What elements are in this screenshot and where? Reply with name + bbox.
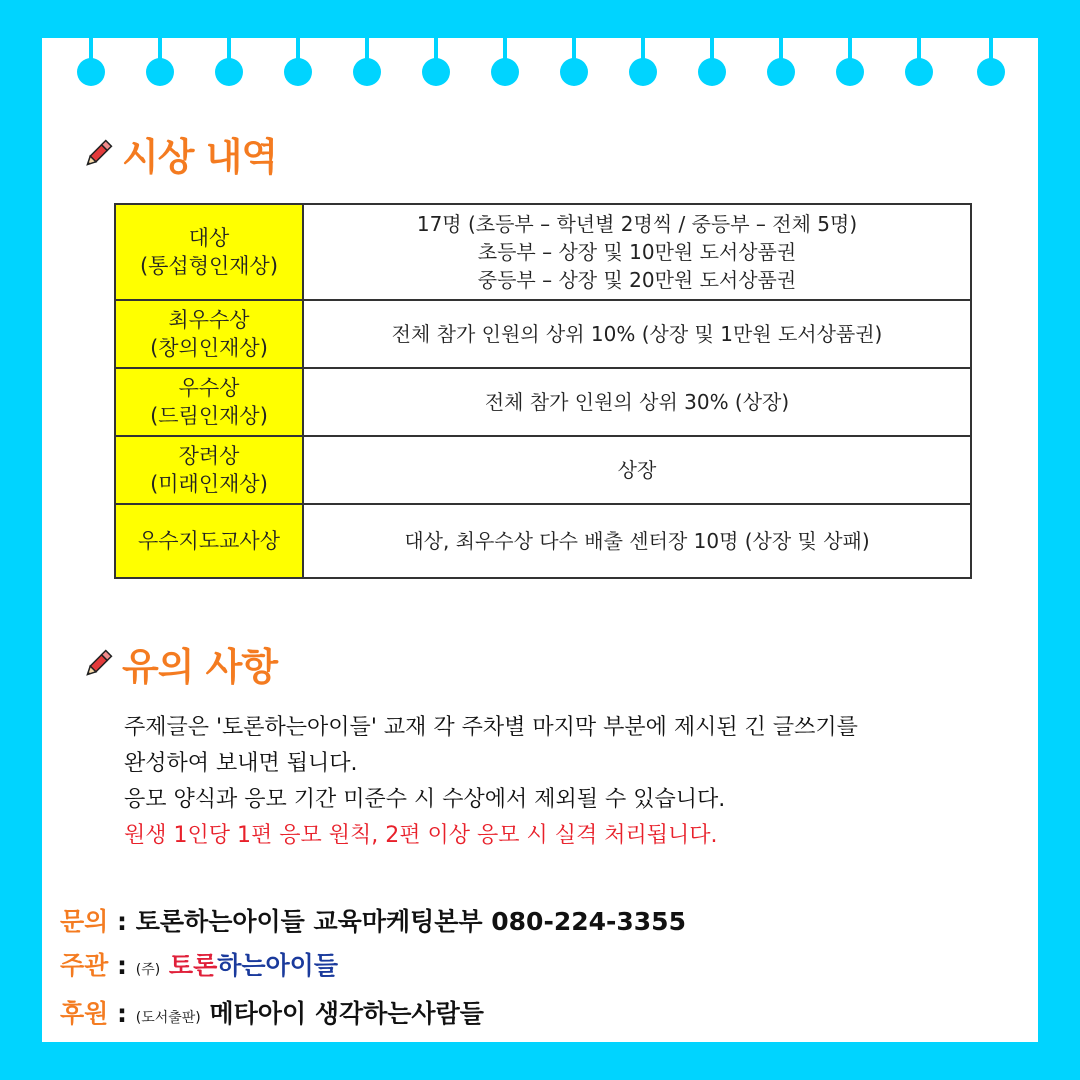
award-row: [115, 368, 971, 436]
binding-ring: [836, 34, 864, 88]
award-subtitle: (미래인재상): [150, 472, 268, 496]
binding-ring: [698, 34, 726, 88]
award-desc-line: 17명 (초등부 – 학년별 2명씩 / 중등부 – 전체 5명): [416, 212, 858, 236]
award-row: [115, 204, 971, 300]
host-row: [60, 944, 686, 992]
note-line: 완성하여 보내면 됩니다.: [124, 751, 358, 776]
award-row: [115, 436, 971, 504]
binding-ring: [977, 34, 1005, 88]
binding-ring: [491, 34, 519, 88]
notes-title: 유의 사항: [122, 645, 278, 689]
award-desc-cell: [303, 300, 971, 368]
awards-title: 시상 내역: [122, 135, 278, 179]
award-name: 최우수상: [168, 308, 250, 332]
separator: :: [117, 999, 128, 1028]
sponsor-prefix: (도서출판): [135, 1010, 201, 1026]
inquiry-row: [60, 900, 686, 944]
pencil-icon: [82, 648, 114, 680]
award-desc-cell: [303, 368, 971, 436]
binding-ring: [767, 34, 795, 88]
separator: :: [117, 907, 128, 936]
host-prefix: (주): [135, 962, 161, 978]
sponsor-label: 후원: [60, 999, 109, 1028]
award-desc-line: 중등부 – 상장 및 20만원 도서상품권: [477, 268, 797, 292]
award-name-cell: [115, 204, 303, 300]
binding-ring: [560, 34, 588, 88]
award-row: [115, 504, 971, 578]
award-subtitle: (드림인재상): [150, 404, 268, 428]
note-warning: 원생 1인당 1편 응모 원칙, 2편 이상 응모 시 실격 처리됩니다.: [124, 823, 718, 848]
notes-section-header: [82, 636, 277, 691]
notice-card: [42, 38, 1038, 1042]
award-name-cell: [115, 300, 303, 368]
host-brand-part1: 토론: [168, 951, 218, 980]
award-row: [115, 300, 971, 368]
binding-ring: [629, 34, 657, 88]
binding-ring: [215, 34, 243, 88]
sponsor-name1: 메타아이: [209, 999, 307, 1028]
award-desc-line: 초등부 – 상장 및 10만원 도서상품권: [477, 240, 797, 264]
notes-body: [124, 710, 984, 854]
award-desc-line: 대상, 최우수상 다수 배출 센터장 10명 (상장 및 상패): [404, 529, 870, 553]
separator: :: [117, 951, 128, 980]
award-desc-line: 전체 참가 인원의 상위 10% (상장 및 1만원 도서상품권): [391, 322, 883, 346]
pencil-icon: [82, 138, 114, 170]
award-name-cell: [115, 504, 303, 578]
host-label: 주관: [60, 951, 109, 980]
award-desc-cell: [303, 504, 971, 578]
note-line: 응모 양식과 응모 기간 미준수 시 수상에서 제외될 수 있습니다.: [124, 787, 726, 812]
award-desc-line: 상장: [617, 458, 657, 482]
sponsor-row: [60, 992, 686, 1040]
award-name: 우수상: [178, 376, 240, 400]
award-name: 우수지도교사상: [137, 529, 280, 553]
binding-ring: [146, 34, 174, 88]
award-name: 장려상: [178, 444, 240, 468]
awards-table: [114, 203, 972, 579]
host-brand-part2: 하는아이들: [217, 951, 338, 980]
sponsor-name2: 생각하는사람들: [314, 999, 484, 1028]
binding-ring: [77, 34, 105, 88]
contact-info: [60, 900, 686, 1040]
inquiry-label: 문의: [60, 907, 109, 936]
binding-ring: [905, 34, 933, 88]
award-desc-cell: [303, 436, 971, 504]
award-name-cell: [115, 368, 303, 436]
award-subtitle: (창의인재상): [150, 336, 268, 360]
award-subtitle: (통섭형인재상): [139, 254, 279, 278]
binding-ring: [422, 34, 450, 88]
awards-section-header: [82, 126, 277, 181]
binding-ring: [284, 34, 312, 88]
award-name-cell: [115, 436, 303, 504]
award-name: 대상: [188, 226, 230, 250]
award-desc-cell: [303, 204, 971, 300]
award-desc-line: 전체 참가 인원의 상위 30% (상장): [484, 390, 790, 414]
note-line: 주제글은 '토론하는아이들' 교재 각 주차별 마지막 부분에 제시된 긴 글쓰기를: [124, 715, 858, 740]
binding-ring: [353, 34, 381, 88]
inquiry-value: 토론하는아이들 교육마케팅본부 080-224-3355: [135, 907, 686, 936]
